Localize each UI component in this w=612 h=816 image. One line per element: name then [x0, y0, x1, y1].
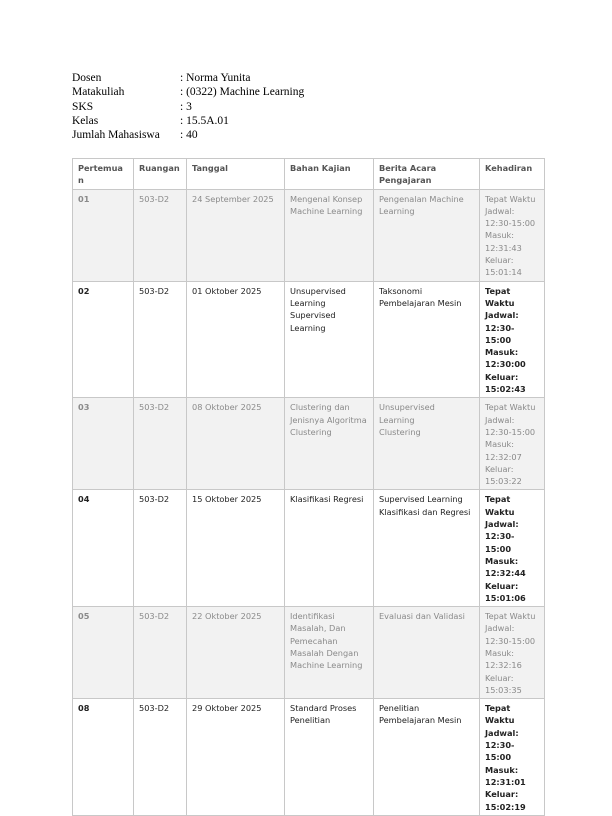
cell-berita-acara-line: Learning: [379, 414, 415, 425]
header-tanggal: Tanggal: [187, 159, 285, 190]
cell-kehadiran-line: Keluar:: [485, 672, 514, 683]
cell-kehadiran-line: Jadwal:: [485, 519, 519, 530]
info-label: Kelas: [72, 114, 99, 127]
info-row-matakuliah: [72, 85, 304, 99]
info-label: SKS: [72, 100, 94, 113]
cell-kehadiran-line: Keluar:: [485, 580, 519, 591]
cell-bahan-kajian-line: Pemecahan: [290, 635, 338, 646]
cell-bahan-kajian-line: Learning: [290, 322, 326, 333]
info-row-kelas: [72, 114, 304, 128]
cell-kehadiran-line: Masuk:: [485, 230, 515, 241]
cell-kehadiran-line: Jadwal:: [485, 310, 519, 321]
cell-kehadiran-line: 12:30-15:00: [485, 740, 515, 763]
header-pertemuan: Pertemuan: [73, 159, 134, 190]
info-value: : (0322) Machine Learning: [180, 86, 305, 99]
cell-bahan-kajian-line: Unsupervised: [290, 285, 346, 296]
cell-kehadiran-line: 12:32:07: [485, 451, 522, 462]
cell-kehadiran-line: Masuk:: [485, 647, 515, 658]
cell-kehadiran-line: Jadwal:: [485, 414, 515, 425]
cell-bahan-kajian: [285, 607, 374, 699]
cell-kehadiran-line: 12:30-15:00: [485, 218, 536, 229]
cell-kehadiran-line: 12:31:01: [485, 776, 526, 787]
cell-kehadiran-line: Tepat Waktu: [485, 193, 536, 204]
cell-bahan-kajian-line: Clustering dan: [290, 402, 350, 413]
attendance-table: [72, 158, 545, 816]
cell-ruangan: 503-D2: [134, 699, 187, 816]
info-label: Dosen: [72, 72, 102, 84]
cell-bahan-kajian-line: Identifikasi: [290, 611, 335, 622]
cell-kehadiran-line: Masuk:: [485, 764, 519, 775]
cell-kehadiran-line: 15:03:35: [485, 684, 522, 695]
cell-bahan-kajian: [285, 281, 374, 398]
header-bahan-kajian: Bahan Kajian: [285, 159, 374, 190]
cell-berita-acara-line: Taksonomi: [379, 285, 423, 296]
cell-kehadiran-line: Jadwal:: [485, 727, 519, 738]
cell-pertemuan: 02: [73, 281, 134, 398]
cell-kehadiran-line: 15:02:43: [485, 384, 526, 395]
cell-bahan-kajian-line: Machine Learning: [290, 660, 363, 671]
info-row-dosen: [72, 71, 304, 85]
cell-ruangan: 503-D2: [134, 189, 187, 281]
info-value: : 40: [180, 129, 198, 142]
cell-ruangan: 503-D2: [134, 490, 187, 607]
cell-kehadiran-line: 12:30-15:00: [485, 635, 536, 646]
cell-pertemuan: 05: [73, 607, 134, 699]
table-row: [73, 607, 545, 699]
cell-berita-acara: [374, 281, 480, 398]
info-label: Matakuliah: [72, 86, 125, 99]
cell-pertemuan: 01: [73, 189, 134, 281]
cell-berita-acara-line: Pengenalan Machine: [379, 193, 464, 204]
cell-kehadiran: [480, 189, 545, 281]
cell-tanggal: 24 September 2025: [187, 189, 285, 281]
cell-berita-acara-line: Clustering: [379, 426, 421, 437]
cell-kehadiran-line: 15:01:14: [485, 267, 522, 278]
cell-tanggal: 29 Oktober 2025: [187, 699, 285, 816]
cell-bahan-kajian: [285, 699, 374, 816]
cell-kehadiran-line: 12:32:16: [485, 660, 522, 671]
table-row: [73, 281, 545, 398]
cell-kehadiran-line: 12:31:43: [485, 242, 522, 253]
cell-kehadiran: [480, 281, 545, 398]
cell-kehadiran-line: 15:03:22: [485, 476, 522, 487]
cell-tanggal: 15 Oktober 2025: [187, 490, 285, 607]
cell-bahan-kajian-line: Supervised: [290, 310, 336, 321]
cell-kehadiran-line: Jadwal:: [485, 623, 515, 634]
cell-berita-acara-line: Evaluasi dan Validasi: [379, 611, 465, 622]
cell-berita-acara: [374, 189, 480, 281]
cell-berita-acara-line: Pembelajaran Mesin: [379, 297, 462, 308]
cell-tanggal: 22 Oktober 2025: [187, 607, 285, 699]
table-row: [73, 189, 545, 281]
table-row: [73, 699, 545, 816]
info-row-jumlah-mahasiswa: [72, 128, 304, 142]
cell-berita-acara-line: Unsupervised: [379, 402, 435, 413]
cell-kehadiran-line: Tepat Waktu: [485, 611, 536, 622]
cell-kehadiran-line: 12:30-15:00: [485, 322, 515, 345]
info-value: : 3: [180, 100, 192, 113]
info-label: Jumlah Mahasiswa: [72, 129, 160, 142]
cell-bahan-kajian-line: Standard Proses: [290, 703, 357, 714]
cell-bahan-kajian: [285, 398, 374, 490]
cell-bahan-kajian-line: Learning: [290, 297, 326, 308]
cell-kehadiran-line: 12:30:00: [485, 359, 526, 370]
cell-berita-acara-line: Pembelajaran Mesin: [379, 715, 462, 726]
cell-pertemuan: 03: [73, 398, 134, 490]
table-row: [73, 490, 545, 607]
cell-bahan-kajian-line: Masalah, Dan: [290, 623, 346, 634]
cell-kehadiran-line: Tepat Waktu: [485, 703, 515, 726]
cell-berita-acara: [374, 699, 480, 816]
cell-kehadiran-line: Jadwal:: [485, 205, 515, 216]
cell-tanggal: 08 Oktober 2025: [187, 398, 285, 490]
cell-tanggal: 01 Oktober 2025: [187, 281, 285, 398]
cell-kehadiran-line: Keluar:: [485, 463, 514, 474]
course-info: [72, 71, 304, 142]
cell-bahan-kajian: [285, 490, 374, 607]
cell-bahan-kajian-line: Penelitian: [290, 715, 331, 726]
cell-berita-acara: [374, 398, 480, 490]
info-value: : Norma Yunita: [180, 72, 251, 84]
header-ruangan: Ruangan: [134, 159, 187, 190]
cell-kehadiran-line: 12:30-15:00: [485, 426, 536, 437]
cell-kehadiran: [480, 699, 545, 816]
cell-bahan-kajian-line: Klasifikasi Regresi: [290, 494, 364, 505]
cell-bahan-kajian-line: Masalah Dengan: [290, 647, 359, 658]
cell-bahan-kajian-line: Mengenal Konsep: [290, 193, 363, 204]
cell-kehadiran-line: Keluar:: [485, 255, 514, 266]
cell-kehadiran-line: 15:02:19: [485, 801, 526, 812]
cell-kehadiran-line: Keluar:: [485, 789, 519, 800]
cell-kehadiran: [480, 607, 545, 699]
cell-ruangan: 503-D2: [134, 607, 187, 699]
header-berita-acara: Berita Acara Pengajaran: [374, 159, 480, 190]
cell-bahan-kajian-line: Clustering: [290, 426, 332, 437]
cell-kehadiran: [480, 490, 545, 607]
cell-berita-acara: [374, 490, 480, 607]
table-row: [73, 398, 545, 490]
info-row-sks: [72, 100, 304, 114]
cell-kehadiran-line: 12:30-15:00: [485, 531, 515, 554]
cell-bahan-kajian-line: Jenisnya Algoritma: [290, 414, 367, 425]
cell-pertemuan: 04: [73, 490, 134, 607]
info-value: : 15.5A.01: [180, 114, 229, 127]
cell-berita-acara-line: Penelitian: [379, 703, 420, 714]
cell-ruangan: 503-D2: [134, 398, 187, 490]
cell-kehadiran: [480, 398, 545, 490]
cell-kehadiran-line: Tepat Waktu: [485, 494, 515, 517]
cell-pertemuan: 08: [73, 699, 134, 816]
cell-kehadiran-line: 15:01:06: [485, 592, 526, 603]
cell-kehadiran-line: Masuk:: [485, 555, 519, 566]
cell-berita-acara: [374, 607, 480, 699]
cell-kehadiran-line: Tepat Waktu: [485, 285, 515, 308]
cell-ruangan: 503-D2: [134, 281, 187, 398]
cell-kehadiran-line: Masuk:: [485, 347, 519, 358]
cell-kehadiran-line: Masuk:: [485, 439, 515, 450]
cell-berita-acara-line: Supervised Learning: [379, 494, 463, 505]
cell-kehadiran-line: Keluar:: [485, 371, 519, 382]
cell-berita-acara-line: Klasifikasi dan Regresi: [379, 506, 471, 517]
cell-bahan-kajian-line: Machine Learning: [290, 205, 363, 216]
table-header-row: [73, 159, 545, 190]
cell-kehadiran-line: 12:32:44: [485, 568, 526, 579]
header-kehadiran: Kehadiran: [480, 159, 545, 190]
cell-berita-acara-line: Learning: [379, 205, 415, 216]
cell-bahan-kajian: [285, 189, 374, 281]
cell-kehadiran-line: Tepat Waktu: [485, 402, 536, 413]
